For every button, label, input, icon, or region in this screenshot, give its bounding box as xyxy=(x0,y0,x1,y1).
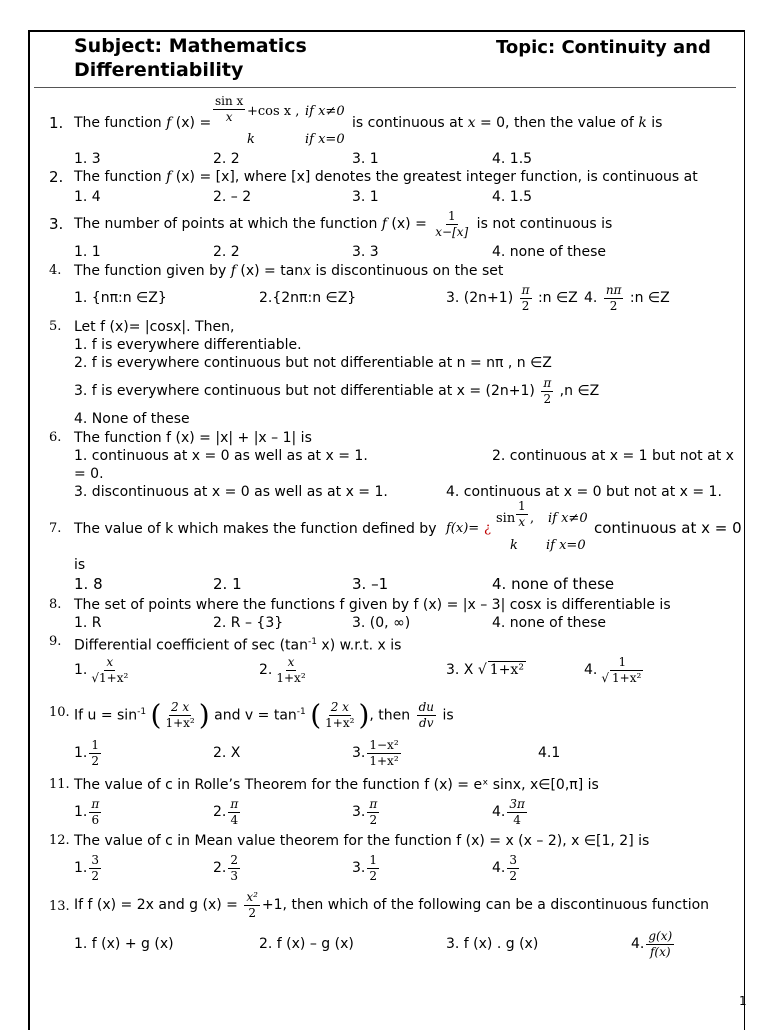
subject-heading: Subject: Mathematics Differentiability xyxy=(74,35,307,81)
q5-option-2[interactable]: 2. f is everywhere continuous but not differentiable at n = nπ , n ∈Z xyxy=(74,355,552,371)
q6-option-1[interactable]: 1. continuous at x = 0 as well as at x = 1. xyxy=(74,448,368,464)
q5-number: 5. xyxy=(49,319,62,334)
q8-option-4[interactable]: 4. none of these xyxy=(492,615,607,631)
q13-number: 13. xyxy=(49,899,70,914)
q1-option-3[interactable]: 3. 1 xyxy=(352,151,379,167)
q4-number: 4. xyxy=(49,263,62,278)
q3-option-2[interactable]: 2. 2 xyxy=(213,244,240,260)
q5-text: Let f (x)= |cosx|. Then, xyxy=(74,319,235,335)
q2-text: The function f (x) = [x], where [x] denotes the greatest integer function, is continuous at xyxy=(74,169,698,185)
q7-option-1[interactable]: 1. 8 xyxy=(74,575,103,593)
q13-option-4[interactable]: 4. $\frac{g(x)}{f(x)}$ xyxy=(631,928,673,959)
q1-option-1[interactable]: 1. 3 xyxy=(74,151,101,167)
q10-option-3[interactable]: 3. $\frac{\text{1−x²}}{\text{1+x²}}$ xyxy=(352,737,399,768)
q4-option-1[interactable]: 1. {nπ:n ∈Z} xyxy=(74,290,167,306)
q8-option-2[interactable]: 2. R – {3} xyxy=(213,615,284,631)
q3-option-1[interactable]: 1. 1 xyxy=(74,244,101,260)
q3-option-4[interactable]: 4. none of these xyxy=(492,244,607,260)
q1-option-2[interactable]: 2. 2 xyxy=(213,151,240,167)
q5-option-3[interactable]: 3. f is everywhere continuous but not differentiable at x = (2n+1) $\frac{\pi}{2}$ ,n ∈Z xyxy=(74,375,600,406)
q11-option-4[interactable]: 4. $\frac{3\pi}{4}$ xyxy=(492,796,525,827)
q4-option-4[interactable]: 4. $\frac{n\pi}{2}$ :n ∈Z xyxy=(584,282,670,313)
q8-number: 8. xyxy=(49,597,62,612)
q9-option-2[interactable]: 2. $\frac{x}{\text{1+x²}}$ xyxy=(259,654,306,685)
q5-option-1[interactable]: 1. f is everywhere differentiable. xyxy=(74,337,302,353)
q1-text: The function f (x) = xyxy=(74,115,212,131)
q8-option-3[interactable]: 3. (0, ∞) xyxy=(352,615,411,631)
q11-option-3[interactable]: 3. $\frac{\pi}{2}$ xyxy=(352,796,378,827)
q11-option-1[interactable]: 1. $\frac{\pi}{6}$ xyxy=(74,796,100,827)
q8-option-1[interactable]: 1. R xyxy=(74,615,102,631)
q3-option-3[interactable]: 3. 3 xyxy=(352,244,379,260)
q10-option-4[interactable]: 4.1 xyxy=(538,745,561,761)
q6-option-3[interactable]: 3. discontinuous at x = 0 as well as at x = 1. xyxy=(74,484,388,500)
q3-text: The number of points at which the function f (x) = $\frac{1}{x-[x]}$ is not continuous is xyxy=(74,208,613,239)
q9-option-1[interactable]: 1. $\frac{x}{\text{√1+x²}}$ xyxy=(74,654,129,685)
q9-text: Differential coefficient of $\sec (\tan^{-1}$ x) w.r.t. x is xyxy=(74,637,402,654)
q6-text: The function f (x) = |x| + |x – 1| is xyxy=(74,430,312,446)
q12-option-1[interactable]: 1. $\frac{3}{2}$ xyxy=(74,852,99,883)
q7-option-3[interactable]: 3. –1 xyxy=(352,575,389,593)
q7-piecewise: f(x)= ¿ sin $\frac{1}{x}$ , if x≠0 k if x=0 xyxy=(446,499,588,553)
q2-option-2[interactable]: 2. – 2 xyxy=(213,189,252,205)
q11-text: The value of c in Rolle’s Theorem for the function f (x) = eˣ sinx, x∈[0,π] is xyxy=(74,777,599,793)
q1-number: 1. xyxy=(49,114,64,132)
q11-number: 11. xyxy=(49,777,70,792)
q10-number: 10. xyxy=(49,705,70,720)
q2-option-1[interactable]: 1. 4 xyxy=(74,189,101,205)
q9-number: 9. xyxy=(49,634,62,649)
q13-option-1[interactable]: 1. f (x) + g (x) xyxy=(74,936,174,952)
q1-text-end: is continuous at x = 0, then the value of k is xyxy=(352,115,663,131)
q12-number: 12. xyxy=(49,833,70,848)
q1-option-4[interactable]: 4. 1.5 xyxy=(492,151,533,167)
q12-option-4[interactable]: 4. $\frac{3}{2}$ xyxy=(492,852,517,883)
q9-option-3[interactable]: 3. X √ 1+x² xyxy=(446,662,524,678)
q7-text-is: is xyxy=(74,557,86,573)
q2-option-3[interactable]: 3. 1 xyxy=(352,189,379,205)
q7-text-end: continuous at x = 0 xyxy=(594,519,742,537)
q10-option-1[interactable]: 1. $\frac{1}{2}$ xyxy=(74,737,99,768)
q7-text: The value of k which makes the function defined by xyxy=(74,521,437,537)
page-number: 1 xyxy=(739,994,747,1008)
q12-text: The value of c in Mean value theorem for the function f (x) = x (x – 2), x ∈[1, 2] is xyxy=(74,833,650,849)
q5-option-4[interactable]: 4. None of these xyxy=(74,411,190,427)
q8-text: The set of points where the functions f given by f (x) = |x – 3| cosx is differentiable is xyxy=(74,597,671,613)
q1-piecewise: $\frac{\text{sin x}}{x}$ +cos x , if x≠0 k if x=0 xyxy=(215,94,345,147)
q4-option-3[interactable]: 3. (2n+1) $\frac{\pi}{2}$ :n ∈Z xyxy=(446,282,578,313)
q9-option-4[interactable]: 4. $\frac{1}{\text{√ 1+x²}}$ xyxy=(584,654,642,685)
q10-option-2[interactable]: 2. X xyxy=(213,745,241,761)
q2-option-4[interactable]: 4. 1.5 xyxy=(492,189,533,205)
q4-option-2[interactable]: 2.{2nπ:n ∈Z} xyxy=(259,290,357,306)
q7-option-2[interactable]: 2. 1 xyxy=(213,575,242,593)
q12-option-3[interactable]: 3. $\frac{1}{2}$ xyxy=(352,852,377,883)
q13-option-2[interactable]: 2. f (x) – g (x) xyxy=(259,936,354,952)
q6-option-2[interactable]: 2. continuous at x = 1 but not at x xyxy=(492,448,734,464)
q2-number: 2. xyxy=(49,168,64,186)
q7-option-4[interactable]: 4. none of these xyxy=(492,575,615,593)
q6-number: 6. xyxy=(49,430,62,445)
topic-heading: Topic: Continuity and xyxy=(496,37,711,58)
q6-option-4[interactable]: 4. continuous at x = 0 but not at x = 1. xyxy=(446,484,722,500)
header-divider xyxy=(34,87,736,88)
q4-text: The function given by f (x) = tanx is discontinuous on the set xyxy=(74,263,504,279)
q12-option-2[interactable]: 2. $\frac{2}{3}$ xyxy=(213,852,238,883)
q3-number: 3. xyxy=(49,215,64,233)
q11-option-2[interactable]: 2. $\frac{\pi}{4}$ xyxy=(213,796,239,827)
q13-text: If f (x) = 2x and g (x) = $\frac{\text{x²}}{2}$ +1, then which of the following can be a discontinuous function xyxy=(74,889,710,920)
q7-number: 7. xyxy=(49,521,62,536)
q13-option-3[interactable]: 3. f (x) . g (x) xyxy=(446,936,539,952)
q6-option-2-cont: = 0. xyxy=(74,466,104,482)
q10-text: If $u = \sin^{-1}$ ( $\frac{2 x}{\text{1+x²}}$ ) and $v = \tan^{-1}$ ( $\frac{2 x}{\text{1+x²}}$ ), then $\frac{du}{dv}$ is xyxy=(74,698,454,732)
